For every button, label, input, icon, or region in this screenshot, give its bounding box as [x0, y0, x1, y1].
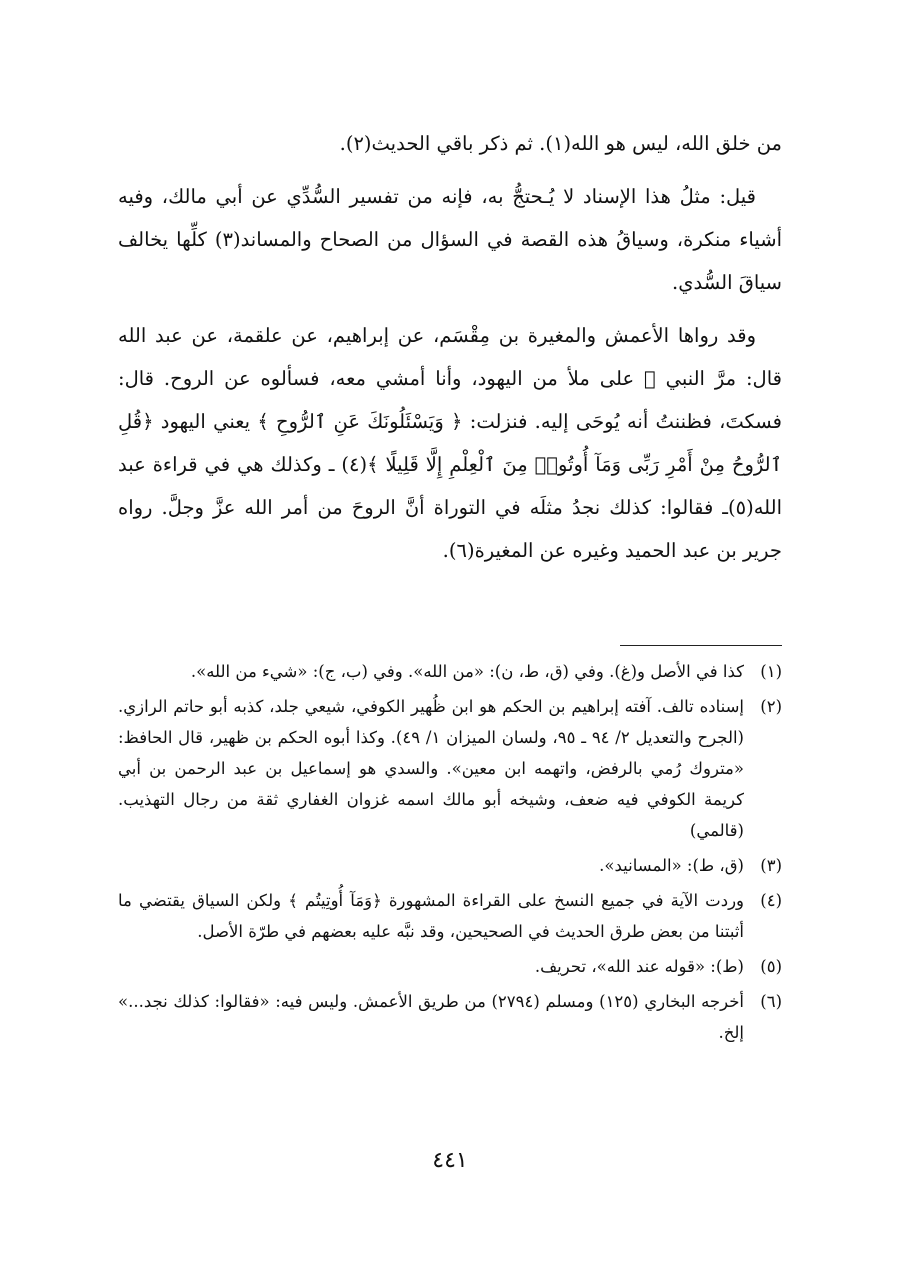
paragraph-2: قيل: مثلُ هذا الإسناد لا يُـحتجُّ به، فإنه من تفسير السُّدِّي عن أبي مالك، وفيه أشياء منكرة، وسياقُ هذه القصة في السؤال من الصحاح والمساند(٣) كلِّها يخالف سياقَ السُّدي. — [118, 185, 782, 294]
main-text — [118, 122, 782, 582]
page-number: ٤٤١ — [432, 1148, 468, 1173]
footnote-6 — [118, 986, 782, 1048]
footnote-number: (٢) — [760, 697, 782, 716]
footnote-number: (٥) — [760, 957, 782, 976]
paragraph-3: وقد رواها الأعمش والمغيرة بن مِقْسَم، عن إبراهيم، عن علقمة، عن عبد الله قال: مرَّ النبي ﷺ على ملأ من اليهود، وأنا أمشي معه، فسألوه عن الروح. قال: فسكتَ، فظننتُ أنه يُوحَى إليه. فنزلت: ﴿ وَيَسْئَلُونَكَ عَنِ ٱلرُّوحِ ﴾ يعني اليهود ﴿قُلِ ٱلرُّوحُ مِنْ أَمْرِ رَبِّى وَمَآ أُوتُوا۟ مِنَ ٱلْعِلْمِ إِلَّا قَلِيلًا ﴾(٤) ـ وكذلك هي في قراءة عبد الله(٥)ـ فقالوا: كذلك نجدُ مثلَه في التوراة أنَّ الروحَ من أمر الله عزَّ وجلَّ. رواه جرير بن عبد الحميد وغيره عن المغيرة(٦). — [118, 324, 782, 562]
footnote-5 — [118, 951, 782, 982]
footnote-text: إسناده تالف. آفته إبراهيم بن الحكم هو ابن ظُهير الكوفي، شيعي جلد، كذبه أبو حاتم الرازي. (الجرح والتعديل ٢/ ٩٤ ـ ٩٥، ولسان الميزان ١/ ٤٩). وكذا أبوه الحكم بن ظهير، قال الحافظ: «متروك رُمي بالرفض، واتهمه ابن معين». والسدي هو إسماعيل بن عبد الرحمن بن أبي كريمة الكوفي فيه ضعف، وشيخه أبو مالك اسمه غزوان الغفاري ثقة من رجال التهذيب. (قالمي) — [118, 697, 744, 840]
footnote-number: (٤) — [760, 891, 782, 910]
footnote-number: (٣) — [760, 856, 782, 875]
footnote-text: (ط): «قوله عند الله»، تحريف. — [534, 957, 744, 976]
footnote-text: (ق، ط): «المسانيد». — [599, 856, 744, 875]
footnote-separator — [620, 645, 782, 646]
footnote-4 — [118, 885, 782, 947]
footnote-1 — [118, 656, 782, 687]
footnote-text: كذا في الأصل و(غ). وفي (ق، ط، ن): «من الله». وفي (ب، ج): «شيء من الله». — [190, 662, 744, 681]
footnote-text: وردت الآية في جميع النسخ على القراءة المشهورة ﴿وَمَآ أُوتِيتُم ﴾ ولكن السياق يقتضي ما أثبتنا من بعض طرق الحديث في الصحيحين، وقد نبَّه عليه بعضهم في طرّة الأصل. — [118, 891, 744, 941]
paragraph-1: من خلق الله، ليس هو الله(١). ثم ذكر باقي الحديث(٢). — [339, 132, 782, 155]
footnote-number: (١) — [760, 662, 782, 681]
footnote-2 — [118, 691, 782, 846]
footnotes — [118, 656, 782, 1052]
footnote-text: أخرجه البخاري (١٢٥) ومسلم (٢٧٩٤) من طريق الأعمش. وليس فيه: «فقالوا: كذلك نجد...» إلخ. — [118, 992, 745, 1042]
footnote-3 — [118, 850, 782, 881]
footnote-number: (٦) — [760, 992, 782, 1011]
